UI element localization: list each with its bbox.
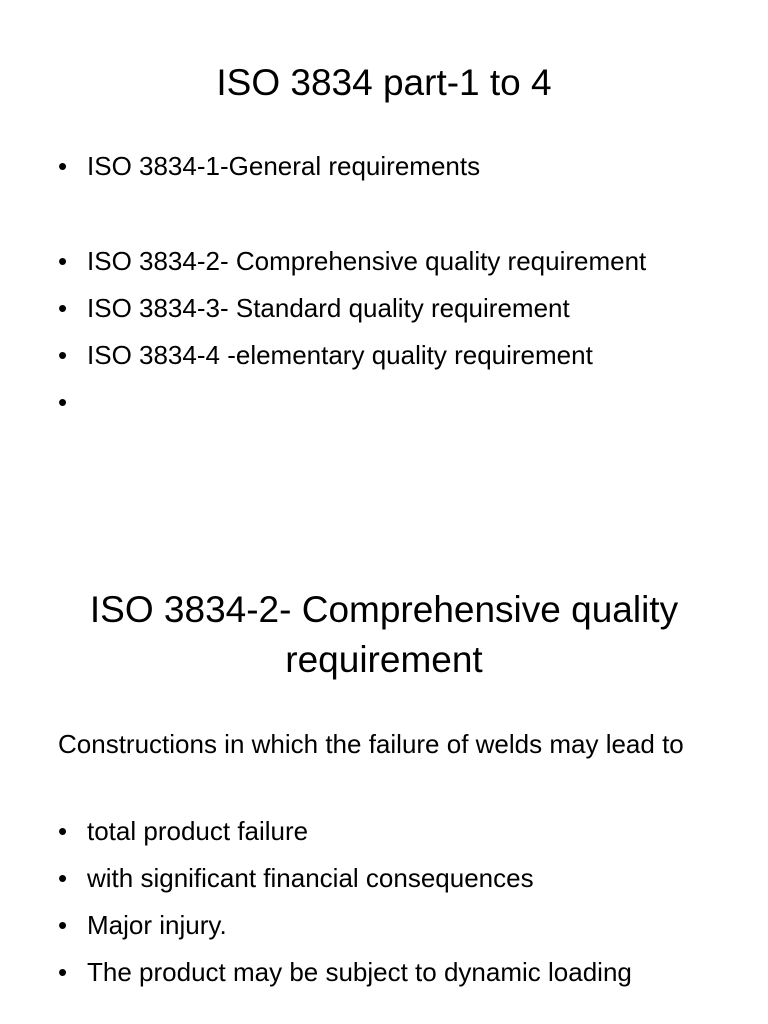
bullet-icon: • [58, 816, 68, 846]
bullet-icon: • [58, 387, 68, 417]
list-item-text: ISO 3834-2- Comprehensive quality requirement [87, 246, 647, 276]
list-item-text: The product may be subject to dynamic loading [87, 957, 632, 987]
slide-2-title: ISO 3834-2- Comprehensive quality requirement [89, 589, 679, 680]
bullet-icon: • [58, 863, 68, 893]
list-item [58, 242, 728, 280]
list-item-text: ISO 3834-3- Standard quality requirement [87, 293, 570, 323]
list-item-text: total product failure [87, 816, 309, 846]
list-item-text: ISO 3834-4 -elementary quality requirement [87, 340, 593, 370]
slide-1-bullet-list [58, 147, 728, 417]
list-item [58, 147, 728, 185]
bullet-icon: • [58, 151, 68, 181]
slide-1-title: ISO 3834 part-1 to 4 [216, 62, 552, 103]
bullet-icon: • [58, 340, 68, 370]
slide-2-lead-text: Constructions in which the failure of welds may lead to [58, 729, 684, 759]
list-item [58, 289, 728, 327]
bullet-icon: • [58, 293, 68, 323]
list-item [58, 906, 728, 944]
bullet-icon: • [58, 246, 68, 276]
slide-2 [0, 512, 768, 1024]
list-item [58, 812, 728, 850]
slide-2-bullet-list [58, 812, 728, 991]
bullet-icon: • [58, 957, 68, 987]
list-item-text: with significant financial consequences [87, 863, 534, 893]
bullet-icon: • [58, 910, 68, 940]
list-item [58, 859, 728, 897]
list-item-text: ISO 3834-1-General requirements [87, 151, 481, 181]
list-item [58, 953, 728, 991]
list-item [58, 336, 728, 374]
list-item-text: Major injury. [87, 910, 227, 940]
